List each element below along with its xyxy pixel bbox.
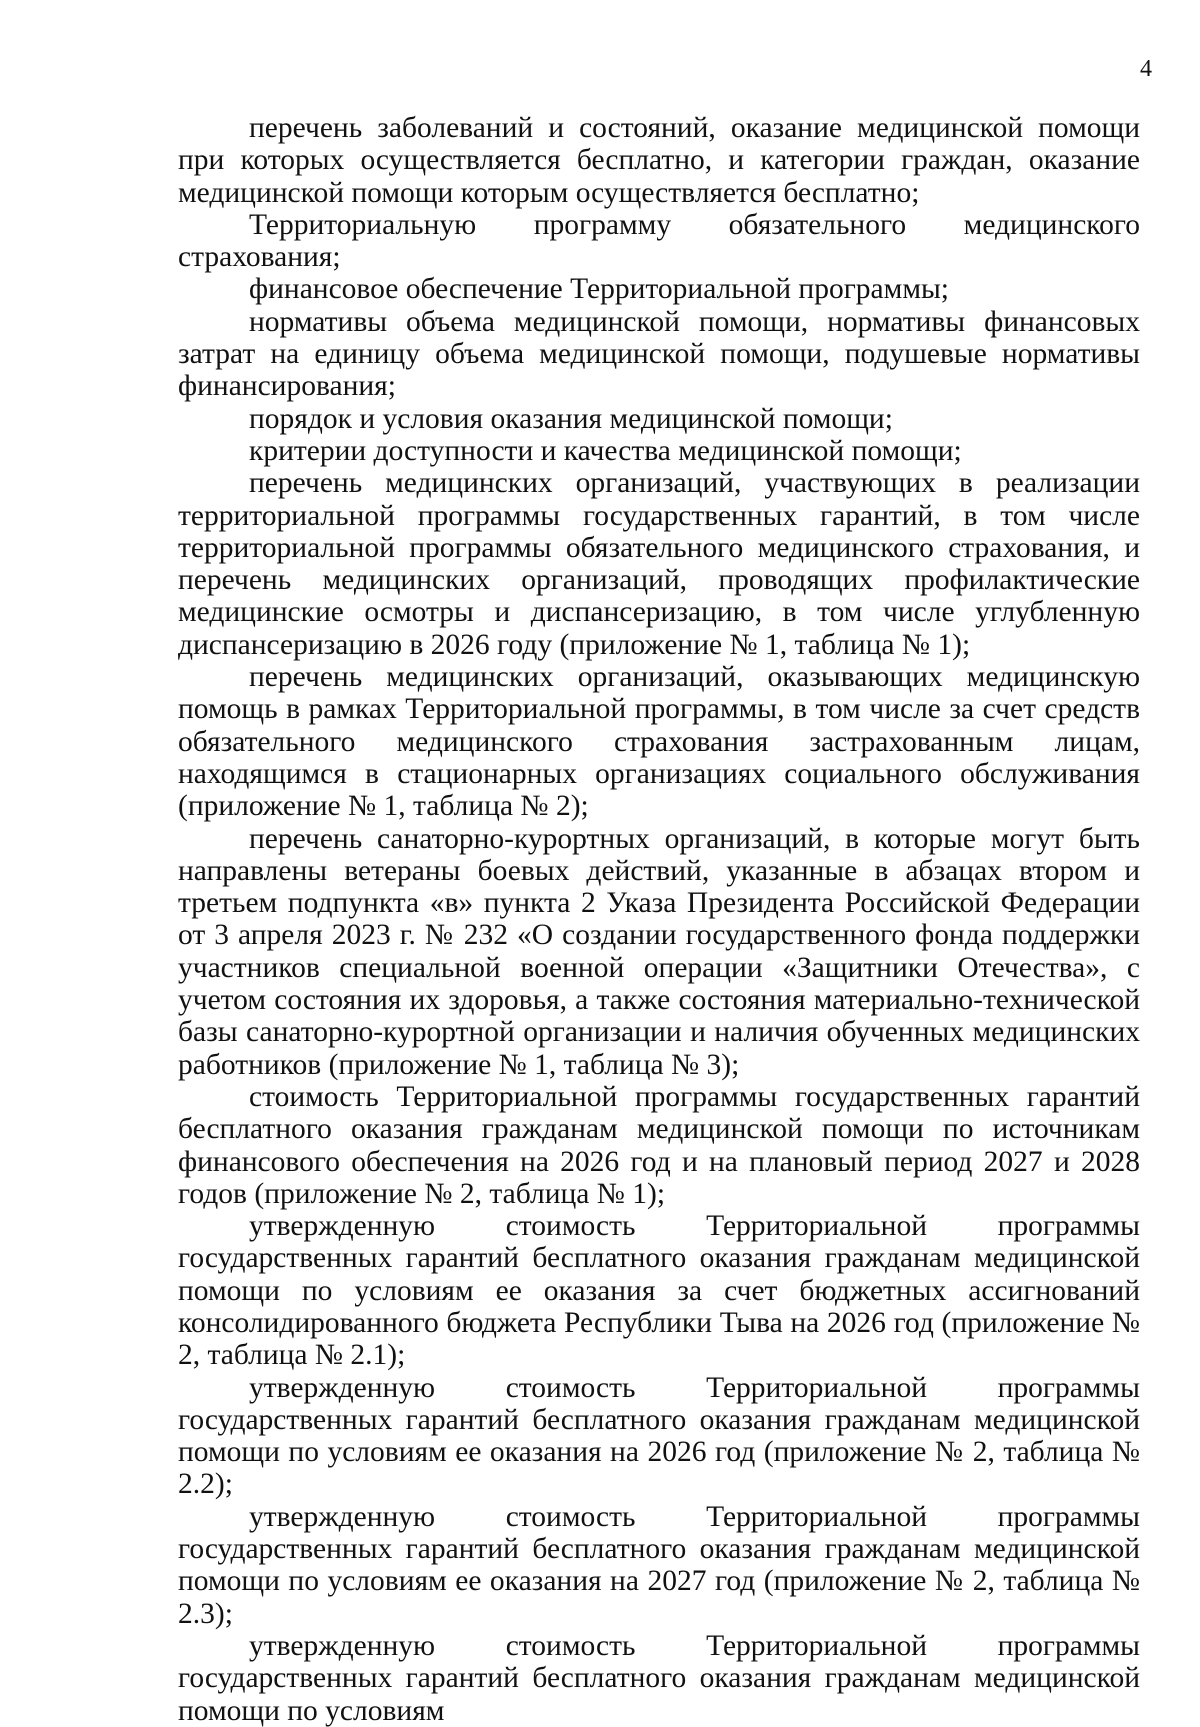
paragraph: перечень заболеваний и состояний, оказание медицинской помощи при которых осуществляется бесплатно, и категории граждан, оказание медицинской помощи которым осуществляется бесплатно; xyxy=(178,112,1140,209)
paragraph: перечень санаторно-курортных организаций, в которые могут быть направлены ветераны боевых действий, указанные в абзацах втором и третьем подпункта «в» пункта 2 Указа Президента Российской Федерации от 3 апреля 2023 г. № 232 «О создании государственного фонда поддержки участников специальной военной операции «Защитники Отечества», с учетом состояния их здоровья, а также состояния материально-технической базы санаторно-курортной организации и наличия обученных медицинских работников (приложение № 1, таблица № 3); xyxy=(178,822,1140,1081)
paragraph: перечень медицинских организаций, участвующих в реализации территориальной программы государственных гарантий, в том числе территориальной программы обязательного медицинского страхования, и перечень медицинских организаций, проводящих профилактические медицинские осмотры и диспансеризацию, в том числе углубленную диспансеризацию в 2026 году (приложение № 1, таблица № 1); xyxy=(178,467,1140,661)
paragraph: утвержденную стоимость Территориальной программы государственных гарантий бесплатного оказания гражданам медицинской помощи по условиям ее оказания на 2026 год (приложение № 2, таблица № 2.2); xyxy=(178,1371,1140,1501)
paragraph: перечень медицинских организаций, оказывающих медицинскую помощь в рамках Территориальной программы, в том числе за счет средств обязательного медицинского страхования застрахованным лицам, находящимся в стационарных организациях социального обслуживания (приложение № 1, таблица № 2); xyxy=(178,661,1140,823)
paragraph: стоимость Территориальной программы государственных гарантий бесплатного оказания гражданам медицинской помощи по источникам финансового обеспечения на 2026 год и на плановый период 2027 и 2028 годов (приложение № 2, таблица № 1); xyxy=(178,1080,1140,1210)
document-body xyxy=(178,112,1140,1727)
page-number: 4 xyxy=(1140,56,1152,82)
paragraph: Территориальную программу обязательного медицинского страхования; xyxy=(178,208,1140,274)
paragraph: финансовое обеспечение Территориальной программы; xyxy=(249,273,950,306)
paragraph: критерии доступности и качества медицинской помощи; xyxy=(249,434,962,467)
paragraph: утвержденную стоимость Территориальной программы государственных гарантий бесплатного оказания гражданам медицинской помощи по условиям ее оказания на 2027 год (приложение № 2, таблица № 2.3); xyxy=(178,1500,1140,1630)
paragraph: порядок и условия оказания медицинской помощи; xyxy=(249,402,893,435)
paragraph: нормативы объема медицинской помощи, нормативы финансовых затрат на единицу объема медицинской помощи, подушевые нормативы финансирования; xyxy=(178,305,1140,403)
paragraph: утвержденную стоимость Территориальной программы государственных гарантий бесплатного оказания гражданам медицинской помощи по условиям ее оказания за счет бюджетных ассигнований консолидированного бюджета Республики Тыва на 2026 год (приложение № 2, таблица № 2.1); xyxy=(178,1210,1140,1372)
paragraph: утвержденную стоимость Территориальной программы государственных гарантий бесплатного оказания гражданам медицинской помощи по условиям xyxy=(178,1629,1140,1727)
